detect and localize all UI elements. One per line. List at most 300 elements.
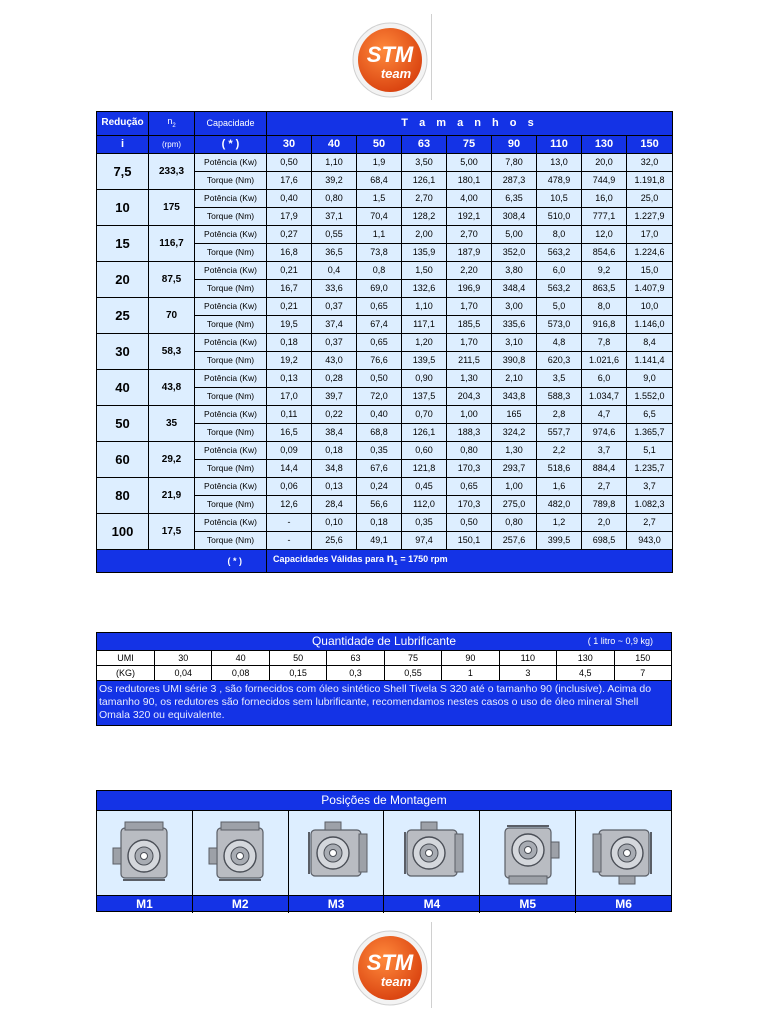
mounting-label: M6 [615,897,632,911]
footer-rpm: = 1750 rpm [400,553,448,564]
potencia-label: Potência (Kw) [195,297,267,315]
mounting-images [97,811,671,896]
torque-value: 324,2 [492,423,537,441]
torque-value: 257,6 [492,531,537,549]
footer-note [267,549,673,572]
potencia-value: 2,7 [627,513,673,531]
potencia-value: 0,80 [492,513,537,531]
potencia-value: 17,0 [627,225,673,243]
torque-value: 121,8 [402,459,447,477]
potencia-value: 13,0 [537,153,582,171]
mounting-label: M2 [193,896,289,913]
potencia-value: 2,10 [492,369,537,387]
torque-value: 518,6 [537,459,582,477]
torque-value: 39,7 [312,387,357,405]
torque-value: 854,6 [582,243,627,261]
potencia-value: 0,65 [357,333,402,351]
potencia-value: 32,0 [627,153,673,171]
potencia-value: 2,20 [447,261,492,279]
torque-value: 557,7 [537,423,582,441]
mounting-title: Posições de Montagem [97,791,671,811]
potencia-value: 12,0 [582,225,627,243]
torque-value: 187,9 [447,243,492,261]
n2-cell: 43,8 [149,369,195,405]
n2-cell: 175 [149,189,195,225]
torque-value: 34,8 [312,459,357,477]
size-header: 75 [447,135,492,153]
potencia-value: 5,0 [537,297,582,315]
torque-value: 588,3 [537,387,582,405]
mounting-label: M3 [289,896,385,913]
potencia-value: 3,50 [402,153,447,171]
logo-text-stm: STM [366,42,414,67]
lubricant-kg: 0,08 [212,666,269,681]
potencia-value: 0,60 [402,441,447,459]
potencia-value: 0,55 [312,225,357,243]
torque-value: 335,6 [492,315,537,333]
lubricant-kg: 0,3 [327,666,384,681]
capacity-table [96,111,673,573]
potencia-value: 0,70 [402,405,447,423]
potencia-value: 3,5 [537,369,582,387]
potencia-value: 2,7 [582,477,627,495]
potencia-label: Potência (Kw) [195,153,267,171]
torque-value: 37,4 [312,315,357,333]
torque-label: Torque (Nm) [195,243,267,261]
potencia-value: - [267,513,312,531]
torque-label: Torque (Nm) [195,531,267,549]
lubricant-kg: 4,5 [557,666,614,681]
header-tamanhos: T a m a n h o s [267,112,673,136]
lubricant-size: 90 [442,651,499,666]
n2-cell: 70 [149,297,195,333]
torque-value: 287,3 [492,171,537,189]
potencia-value: 5,00 [492,225,537,243]
torque-label: Torque (Nm) [195,387,267,405]
lubricant-description: Os redutores UMI série 3 , são fornecidos com óleo sintético Shell Tivela S 320 até o tamanho 90 (inclusive). Acima do tamanho 90, os redutores são fornecidos sem lubrificante, recomendamos nestes casos o uso de óleo mineral Shell Omala 320 ou equivalente. [97,681,672,726]
torque-value: 185,5 [447,315,492,333]
ratio-cell: 100 [97,513,149,549]
torque-value: 916,8 [582,315,627,333]
torque-value: 777,1 [582,207,627,225]
torque-value: 69,0 [357,279,402,297]
ratio-cell: 50 [97,405,149,441]
torque-value: 73,8 [357,243,402,261]
torque-value: 1.141,4 [627,351,673,369]
header-reducao: Redução [97,112,149,136]
torque-value: 16,7 [267,279,312,297]
potencia-value: 6,0 [537,261,582,279]
potencia-value: 0,11 [267,405,312,423]
potencia-value: 10,0 [627,297,673,315]
potencia-value: 0,18 [312,441,357,459]
potencia-value: 0,13 [267,369,312,387]
torque-value: 1.034,7 [582,387,627,405]
lubricant-kg: 0,55 [384,666,441,681]
torque-value: 68,4 [357,171,402,189]
potencia-value: 1,10 [312,153,357,171]
potencia-value: 3,7 [627,477,673,495]
potencia-label: Potência (Kw) [195,261,267,279]
potencia-value: 0,37 [312,333,357,351]
torque-value: 67,4 [357,315,402,333]
lubricant-kg: 0,15 [269,666,326,681]
torque-value: 482,0 [537,495,582,513]
potencia-value: 0,45 [402,477,447,495]
potencia-value: 1,50 [402,261,447,279]
potencia-label: Potência (Kw) [195,405,267,423]
mounting-label: M4 [384,896,480,913]
potencia-value: 0,50 [357,369,402,387]
potencia-value: 0,35 [402,513,447,531]
torque-value: 204,3 [447,387,492,405]
torque-value: 352,0 [492,243,537,261]
potencia-value: 0,90 [402,369,447,387]
header-star: ( * ) [195,135,267,153]
torque-value: 19,5 [267,315,312,333]
ratio-cell: 25 [97,297,149,333]
ratio-cell: 15 [97,225,149,261]
torque-value: 390,8 [492,351,537,369]
potencia-value: 165 [492,405,537,423]
potencia-value: 1,1 [357,225,402,243]
torque-value: 56,6 [357,495,402,513]
potencia-value: 0,37 [312,297,357,315]
potencia-value: 1,00 [492,477,537,495]
torque-value: 76,6 [357,351,402,369]
table-row [97,297,673,315]
torque-value: 478,9 [537,171,582,189]
header-n2-sub: 2 [172,122,176,129]
header-n2-letter: n [167,116,173,126]
torque-label: Torque (Nm) [195,315,267,333]
n2-cell: 29,2 [149,441,195,477]
torque-value: 128,2 [402,207,447,225]
torque-value: 510,0 [537,207,582,225]
header-i: i [97,135,149,153]
ratio-cell: 20 [97,261,149,297]
potencia-value: 1,30 [492,441,537,459]
potencia-value: 1,30 [447,369,492,387]
torque-value: 1.082,3 [627,495,673,513]
torque-value: 1.227,9 [627,207,673,225]
table-row [97,405,673,423]
torque-value: 789,8 [582,495,627,513]
logo-badge-bottom [350,928,430,1008]
gearbox-icon [105,816,183,890]
lubricant-size: 75 [384,651,441,666]
size-header: 40 [312,135,357,153]
header-rpm: (rpm) [149,135,195,153]
stm-team-logo [350,20,430,100]
mounting-image-cell [480,811,576,895]
potencia-value: 5,00 [447,153,492,171]
potencia-value: 0,40 [357,405,402,423]
size-header: 90 [492,135,537,153]
logo-text-team: team [380,66,412,81]
torque-value: 573,0 [537,315,582,333]
torque-value: 137,5 [402,387,447,405]
torque-value: 72,0 [357,387,402,405]
potencia-value: 4,8 [537,333,582,351]
potencia-value: 0,50 [267,153,312,171]
lubricant-size: 150 [614,651,672,666]
potencia-value: 1,70 [447,297,492,315]
n2-cell: 35 [149,405,195,441]
potencia-label: Potência (Kw) [195,333,267,351]
torque-value: 308,4 [492,207,537,225]
mounting-labels [97,896,671,913]
table-row [97,441,673,459]
torque-value: 38,4 [312,423,357,441]
torque-value: 16,8 [267,243,312,261]
potencia-value: 0,8 [357,261,402,279]
lubricant-size: 50 [269,651,326,666]
potencia-value: 6,35 [492,189,537,207]
torque-value: 620,3 [537,351,582,369]
gearbox-icon [489,816,567,890]
torque-value: 744,9 [582,171,627,189]
potencia-value: 1,00 [447,405,492,423]
gearbox-icon [393,816,471,890]
potencia-label: Potência (Kw) [195,369,267,387]
mounting-label: M1 [97,896,193,913]
size-header: 150 [627,135,673,153]
n2-cell: 58,3 [149,333,195,369]
potencia-value: 2,70 [447,225,492,243]
lubricant-kg-label: (KG) [97,666,155,681]
mounting-label: M5 [480,896,576,913]
potencia-value: 3,7 [582,441,627,459]
torque-value: 68,8 [357,423,402,441]
potencia-value: 8,0 [582,297,627,315]
torque-value: 399,5 [537,531,582,549]
torque-value: 170,3 [447,495,492,513]
potencia-value: 4,00 [447,189,492,207]
torque-value: 49,1 [357,531,402,549]
torque-value: 117,1 [402,315,447,333]
torque-value: 17,0 [267,387,312,405]
mounting-image-cell [384,811,480,895]
n2-cell: 87,5 [149,261,195,297]
potencia-value: 0,18 [267,333,312,351]
potencia-value: 0,21 [267,261,312,279]
torque-value: 943,0 [627,531,673,549]
torque-value: 150,1 [447,531,492,549]
table-row [97,261,673,279]
footer-text: Capacidades Válidas para [273,553,385,564]
header-n2 [149,112,195,136]
potencia-value: 16,0 [582,189,627,207]
torque-value: 139,5 [402,351,447,369]
torque-value: 25,6 [312,531,357,549]
potencia-value: 3,00 [492,297,537,315]
torque-value: 70,4 [357,207,402,225]
potencia-value: 0,28 [312,369,357,387]
potencia-value: 0,06 [267,477,312,495]
potencia-label: Potência (Kw) [195,477,267,495]
n2-cell: 21,9 [149,477,195,513]
gearbox-icon [201,816,279,890]
lubricant-size: 63 [327,651,384,666]
ratio-cell: 80 [97,477,149,513]
torque-value: 974,6 [582,423,627,441]
potencia-value: 1,10 [402,297,447,315]
potencia-value: 0,22 [312,405,357,423]
potencia-value: 2,70 [402,189,447,207]
mounting-image-cell [97,811,193,895]
potencia-value: 0,50 [447,513,492,531]
torque-value: 1.191,8 [627,171,673,189]
size-header: 110 [537,135,582,153]
table-row [97,333,673,351]
table-row [97,477,673,495]
torque-value: 17,6 [267,171,312,189]
mounting-image-cell [289,811,385,895]
torque-value: 884,4 [582,459,627,477]
footer-star: ( * ) [97,549,267,572]
potencia-value: 7,8 [582,333,627,351]
torque-value: 192,1 [447,207,492,225]
torque-value: 1.365,7 [627,423,673,441]
n2-cell: 116,7 [149,225,195,261]
potencia-value: 0,21 [267,297,312,315]
torque-label: Torque (Nm) [195,207,267,225]
torque-value: 17,9 [267,207,312,225]
n2-cell: 233,3 [149,153,195,189]
potencia-value: 0,24 [357,477,402,495]
torque-value: 563,2 [537,279,582,297]
potencia-label: Potência (Kw) [195,225,267,243]
torque-value: 33,6 [312,279,357,297]
logo-text-stm: STM [366,950,414,975]
lubricant-size: 130 [557,651,614,666]
potencia-value: 0,65 [357,297,402,315]
header-capacidade: Capacidade [195,112,267,136]
n2-cell: 17,5 [149,513,195,549]
mounting-image-cell [193,811,289,895]
footer-n: n [386,550,394,565]
torque-label: Torque (Nm) [195,171,267,189]
torque-label: Torque (Nm) [195,351,267,369]
lubricant-kg: 7 [614,666,672,681]
torque-value: 196,9 [447,279,492,297]
lubricant-size: 30 [155,651,212,666]
potencia-value: 0,35 [357,441,402,459]
table-row [97,513,673,531]
lubricant-table [96,632,672,726]
potencia-value: 0,09 [267,441,312,459]
ratio-cell: 30 [97,333,149,369]
torque-value: 348,4 [492,279,537,297]
stm-team-logo-bottom [350,928,430,1008]
ratio-cell: 60 [97,441,149,477]
potencia-value: 0,18 [357,513,402,531]
torque-label: Torque (Nm) [195,423,267,441]
mounting-image-cell [576,811,671,895]
lubricant-kg: 1 [442,666,499,681]
logo-divider-bottom [431,922,432,1008]
torque-value: 112,0 [402,495,447,513]
torque-value: 293,7 [492,459,537,477]
potencia-label: Potência (Kw) [195,189,267,207]
torque-value: 563,2 [537,243,582,261]
logo-divider [431,14,432,100]
potencia-value: 6,0 [582,369,627,387]
potencia-value: 0,80 [447,441,492,459]
torque-value: 698,5 [582,531,627,549]
ratio-cell: 10 [97,189,149,225]
torque-value: 180,1 [447,171,492,189]
potencia-value: 2,2 [537,441,582,459]
torque-value: 132,6 [402,279,447,297]
size-header: 130 [582,135,627,153]
table-row [97,153,673,171]
potencia-label: Potência (Kw) [195,513,267,531]
potencia-value: 1,6 [537,477,582,495]
torque-value: 67,6 [357,459,402,477]
torque-value: 36,5 [312,243,357,261]
torque-value: 1.407,9 [627,279,673,297]
potencia-value: 6,5 [627,405,673,423]
potencia-value: 1,9 [357,153,402,171]
torque-label: Torque (Nm) [195,459,267,477]
logo-badge [350,20,430,100]
torque-value: 1.021,6 [582,351,627,369]
mounting-positions [96,790,672,912]
lubricant-size: 40 [212,651,269,666]
potencia-value: 0,65 [447,477,492,495]
torque-value: 97,4 [402,531,447,549]
torque-value: 1.235,7 [627,459,673,477]
gearbox-icon [297,816,375,890]
size-header: 63 [402,135,447,153]
potencia-value: 9,2 [582,261,627,279]
capacity-table-body [97,153,673,549]
table-row [97,189,673,207]
ratio-cell: 7,5 [97,153,149,189]
lubricant-title-bar [97,633,672,651]
potencia-value: 0,4 [312,261,357,279]
torque-value: 863,5 [582,279,627,297]
torque-value: 1.224,6 [627,243,673,261]
torque-value: 43,0 [312,351,357,369]
potencia-value: 0,27 [267,225,312,243]
potencia-value: 4,7 [582,405,627,423]
potencia-value: 0,40 [267,189,312,207]
torque-value: 39,2 [312,171,357,189]
potencia-value: 3,10 [492,333,537,351]
potencia-value: 20,0 [582,153,627,171]
torque-label: Torque (Nm) [195,495,267,513]
lubricant-title: Quantidade de Lubrificante [311,634,457,648]
potencia-label: Potência (Kw) [195,441,267,459]
potencia-value: 10,5 [537,189,582,207]
potencia-value: 0,80 [312,189,357,207]
torque-value: 170,3 [447,459,492,477]
torque-value: 19,2 [267,351,312,369]
size-header: 50 [357,135,402,153]
lubricant-umi-label: UMI [97,651,155,666]
torque-label: Torque (Nm) [195,279,267,297]
torque-value: 28,4 [312,495,357,513]
table-row [97,225,673,243]
torque-value: 1.146,0 [627,315,673,333]
torque-value: 14,4 [267,459,312,477]
torque-value: 126,1 [402,423,447,441]
torque-value: 126,1 [402,171,447,189]
table-row [97,369,673,387]
